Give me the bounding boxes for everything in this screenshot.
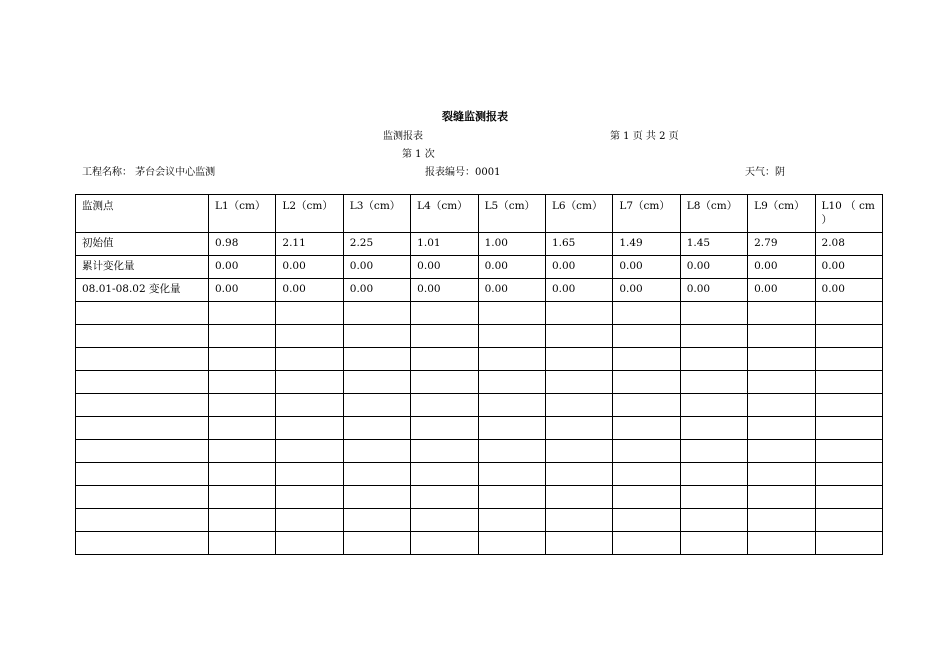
empty-cell — [209, 348, 276, 371]
table-cell: 初始值 — [76, 233, 209, 256]
table-cell: 1.01 — [411, 233, 478, 256]
empty-cell — [209, 302, 276, 325]
table-cell: 1.49 — [613, 233, 680, 256]
empty-cell — [748, 440, 815, 463]
weather: 天气：阴 — [745, 167, 785, 178]
empty-cell — [76, 440, 209, 463]
empty-cell — [209, 417, 276, 440]
empty-cell — [748, 371, 815, 394]
table-cell: 0.98 — [209, 233, 276, 256]
empty-cell — [680, 509, 747, 532]
empty-cell — [815, 532, 882, 555]
empty-row — [76, 463, 883, 486]
empty-cell — [343, 302, 410, 325]
empty-cell — [209, 532, 276, 555]
empty-row — [76, 532, 883, 555]
empty-cell — [76, 463, 209, 486]
empty-cell — [545, 394, 612, 417]
empty-row — [76, 486, 883, 509]
empty-cell — [680, 486, 747, 509]
empty-cell — [343, 371, 410, 394]
empty-cell — [545, 532, 612, 555]
empty-cell — [613, 486, 680, 509]
empty-cell — [411, 348, 478, 371]
empty-cell — [815, 463, 882, 486]
table-row — [76, 233, 883, 256]
empty-cell — [815, 486, 882, 509]
empty-cell — [545, 509, 612, 532]
header-cell: L5（cm） — [478, 195, 545, 233]
empty-cell — [76, 417, 209, 440]
empty-cell — [680, 417, 747, 440]
empty-row — [76, 325, 883, 348]
empty-cell — [76, 348, 209, 371]
table-cell: 08.01-08.02 变化量 — [76, 279, 209, 302]
empty-cell — [343, 394, 410, 417]
empty-cell — [815, 325, 882, 348]
header-cell: L10 （ cm ） — [815, 195, 882, 233]
header-cell: L1（cm） — [209, 195, 276, 233]
table-cell: 0.00 — [343, 256, 410, 279]
header-cell: 监测点 — [76, 195, 209, 233]
empty-cell — [478, 348, 545, 371]
empty-cell — [343, 440, 410, 463]
header-cell: L6（cm） — [545, 195, 612, 233]
empty-cell — [748, 509, 815, 532]
empty-cell — [613, 394, 680, 417]
table-cell: 累计变化量 — [76, 256, 209, 279]
empty-cell — [478, 486, 545, 509]
monitoring-table — [75, 194, 883, 555]
empty-cell — [478, 463, 545, 486]
table-cell: 2.11 — [276, 233, 343, 256]
empty-cell — [276, 371, 343, 394]
empty-cell — [276, 509, 343, 532]
empty-cell — [545, 486, 612, 509]
header-cell: L7（cm） — [613, 195, 680, 233]
empty-cell — [680, 325, 747, 348]
empty-cell — [545, 371, 612, 394]
empty-cell — [343, 486, 410, 509]
table-cell: 0.00 — [478, 279, 545, 302]
empty-cell — [76, 532, 209, 555]
table-cell: 0.00 — [411, 279, 478, 302]
header-cell: L8（cm） — [680, 195, 747, 233]
empty-cell — [613, 440, 680, 463]
table-cell: 0.00 — [276, 256, 343, 279]
empty-cell — [411, 302, 478, 325]
empty-row — [76, 394, 883, 417]
table-cell: 0.00 — [545, 279, 612, 302]
empty-cell — [680, 440, 747, 463]
table-cell: 2.08 — [815, 233, 882, 256]
empty-cell — [613, 348, 680, 371]
empty-cell — [276, 486, 343, 509]
empty-cell — [209, 486, 276, 509]
empty-cell — [748, 348, 815, 371]
empty-cell — [343, 348, 410, 371]
empty-cell — [748, 325, 815, 348]
table-cell: 0.00 — [343, 279, 410, 302]
sequence-number: 第 1 次 — [402, 149, 435, 160]
empty-cell — [545, 325, 612, 348]
table-cell: 0.00 — [680, 256, 747, 279]
table-cell: 0.00 — [613, 256, 680, 279]
empty-cell — [209, 509, 276, 532]
empty-cell — [343, 532, 410, 555]
empty-cell — [411, 463, 478, 486]
empty-cell — [815, 417, 882, 440]
empty-row — [76, 348, 883, 371]
empty-row — [76, 509, 883, 532]
empty-cell — [276, 440, 343, 463]
empty-cell — [613, 463, 680, 486]
empty-cell — [276, 325, 343, 348]
empty-row — [76, 417, 883, 440]
empty-cell — [748, 302, 815, 325]
table-cell: 0.00 — [613, 279, 680, 302]
empty-cell — [276, 417, 343, 440]
empty-cell — [680, 463, 747, 486]
empty-cell — [478, 509, 545, 532]
empty-cell — [748, 394, 815, 417]
table-row — [76, 256, 883, 279]
empty-cell — [680, 302, 747, 325]
empty-cell — [76, 486, 209, 509]
empty-cell — [478, 440, 545, 463]
empty-cell — [343, 325, 410, 348]
empty-cell — [343, 509, 410, 532]
empty-cell — [76, 394, 209, 417]
empty-cell — [545, 417, 612, 440]
empty-row — [76, 302, 883, 325]
header-cell: L9（cm） — [748, 195, 815, 233]
empty-cell — [411, 486, 478, 509]
empty-cell — [411, 440, 478, 463]
empty-cell — [478, 325, 545, 348]
header-cell: L2（cm） — [276, 195, 343, 233]
empty-cell — [76, 302, 209, 325]
empty-cell — [815, 302, 882, 325]
project-name: 工程名称： 茅台会议中心监测 — [82, 167, 216, 178]
empty-cell — [343, 463, 410, 486]
empty-cell — [209, 440, 276, 463]
empty-cell — [411, 394, 478, 417]
report-title: 裂缝监测报表 — [442, 110, 508, 123]
empty-cell — [478, 417, 545, 440]
empty-cell — [748, 532, 815, 555]
empty-cell — [209, 371, 276, 394]
empty-cell — [815, 348, 882, 371]
empty-cell — [545, 348, 612, 371]
table-cell: 0.00 — [545, 256, 612, 279]
empty-cell — [478, 302, 545, 325]
empty-cell — [209, 325, 276, 348]
table-row — [76, 279, 883, 302]
table-cell: 0.00 — [680, 279, 747, 302]
header-cell: L4（cm） — [411, 195, 478, 233]
table-cell: 1.45 — [680, 233, 747, 256]
table-cell: 0.00 — [748, 256, 815, 279]
empty-cell — [411, 325, 478, 348]
empty-cell — [613, 509, 680, 532]
report-subtitle: 监测报表 — [383, 131, 423, 142]
empty-cell — [276, 348, 343, 371]
table-cell: 0.00 — [815, 256, 882, 279]
page-info: 第 1 页 共 2 页 — [610, 131, 679, 142]
empty-cell — [815, 394, 882, 417]
empty-cell — [276, 394, 343, 417]
table-cell: 1.00 — [478, 233, 545, 256]
report-number: 报表编号：0001 — [425, 167, 501, 178]
empty-cell — [478, 532, 545, 555]
empty-cell — [276, 463, 343, 486]
table-cell: 1.65 — [545, 233, 612, 256]
empty-cell — [748, 463, 815, 486]
empty-cell — [76, 371, 209, 394]
empty-cell — [613, 532, 680, 555]
empty-cell — [478, 394, 545, 417]
empty-cell — [680, 371, 747, 394]
empty-cell — [748, 486, 815, 509]
empty-cell — [411, 371, 478, 394]
empty-cell — [613, 371, 680, 394]
table-cell: 2.25 — [343, 233, 410, 256]
empty-row — [76, 440, 883, 463]
empty-cell — [276, 532, 343, 555]
table-cell: 0.00 — [411, 256, 478, 279]
empty-cell — [545, 463, 612, 486]
empty-cell — [613, 325, 680, 348]
empty-cell — [545, 440, 612, 463]
empty-cell — [748, 417, 815, 440]
empty-cell — [411, 417, 478, 440]
table-cell: 0.00 — [815, 279, 882, 302]
empty-cell — [680, 394, 747, 417]
empty-cell — [815, 440, 882, 463]
empty-cell — [411, 509, 478, 532]
empty-cell — [613, 417, 680, 440]
table-cell: 2.79 — [748, 233, 815, 256]
empty-cell — [276, 302, 343, 325]
empty-cell — [343, 417, 410, 440]
empty-cell — [209, 463, 276, 486]
table-cell: 0.00 — [276, 279, 343, 302]
empty-cell — [613, 302, 680, 325]
empty-cell — [411, 532, 478, 555]
empty-cell — [680, 532, 747, 555]
empty-cell — [209, 394, 276, 417]
header-cell: L3（cm） — [343, 195, 410, 233]
empty-cell — [680, 348, 747, 371]
empty-cell — [815, 509, 882, 532]
table-cell: 0.00 — [209, 256, 276, 279]
table-header-row — [76, 195, 883, 233]
empty-cell — [815, 371, 882, 394]
empty-cell — [478, 371, 545, 394]
empty-cell — [545, 302, 612, 325]
table-cell: 0.00 — [209, 279, 276, 302]
empty-row — [76, 371, 883, 394]
empty-cell — [76, 325, 209, 348]
empty-cell — [76, 509, 209, 532]
table-cell: 0.00 — [748, 279, 815, 302]
table-cell: 0.00 — [478, 256, 545, 279]
